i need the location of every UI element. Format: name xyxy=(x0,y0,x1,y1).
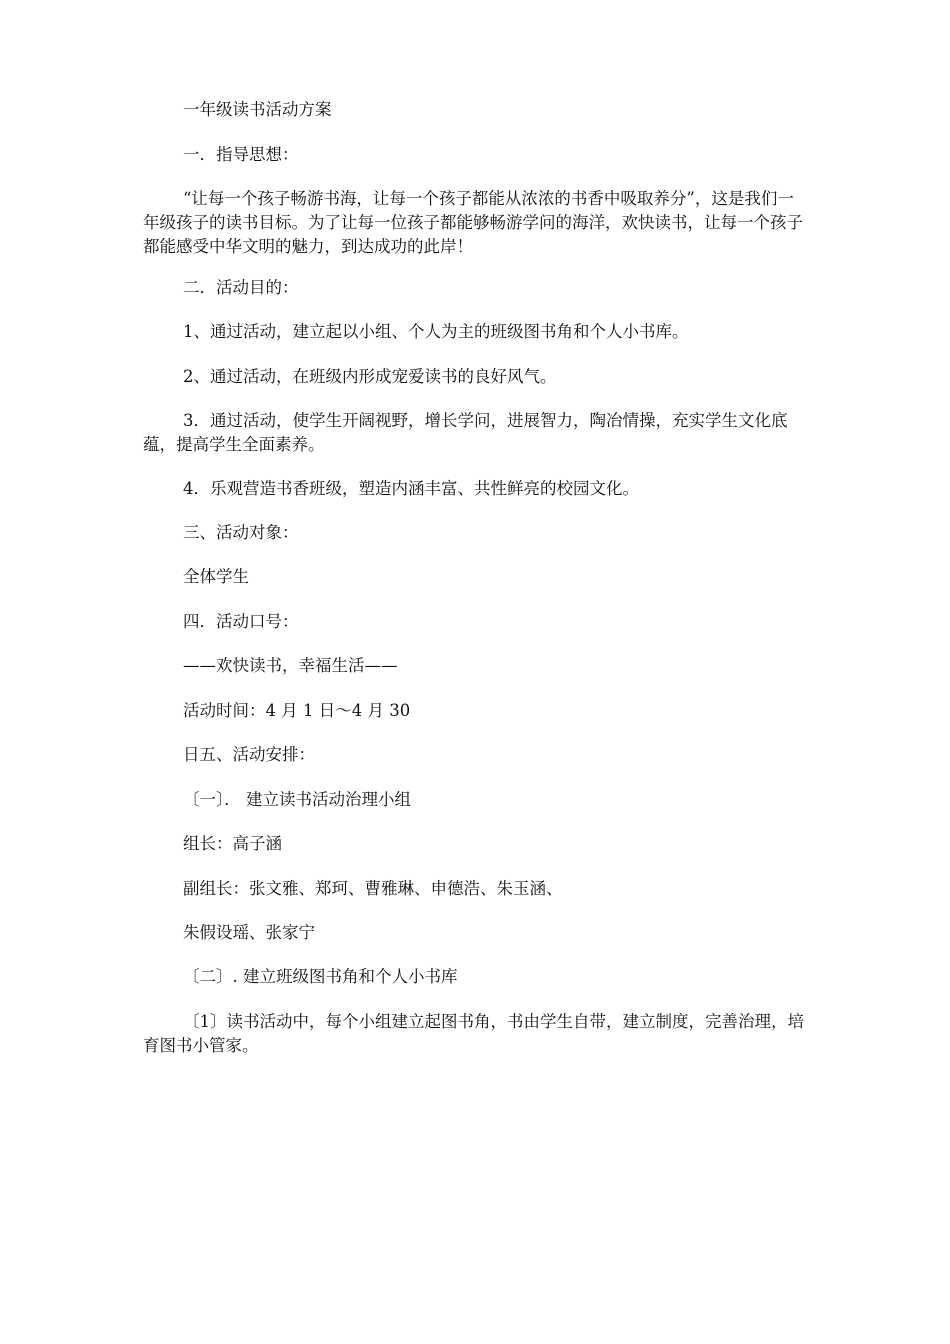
section-heading-guiding-thought: 一．指导思想： xyxy=(183,145,299,164)
arrangement-item-2-heading: 〔二〕. 建立班级图书角和个人小书库 xyxy=(183,967,458,986)
activity-slogan-text: ——欢快读书，幸福生活—— xyxy=(183,656,398,675)
paragraph-guiding-thought: “让每一个孩子畅游书海，让每一个孩子都能从浓浓的书香中吸取养分”，这是我们一年级孩子的读书目标。为了让每一位孩子都能够畅游学问的海洋，欢快读书，让每一个孩子都能感受中华文明的魅力，到达成功的此岸！ xyxy=(143,189,803,256)
section-heading-activity-target: 三、活动对象： xyxy=(183,523,299,542)
deputy-leaders-continued-text: 朱假设瑶、张家宁 xyxy=(183,923,315,942)
section-heading-activity-purpose: 二．活动目的： xyxy=(183,278,299,297)
section-heading-activity-arrangement: 日五、活动安排： xyxy=(183,745,315,764)
arrangement-item-1-heading: 〔一〕． 建立读书活动治理小组 xyxy=(183,790,411,809)
activity-time-text: 活动时间：4 月 1 日～4 月 30 xyxy=(183,701,411,720)
purpose-item-3: 3．通过活动，使学生开阔视野，增长学问，进展智力，陶冶情操，充实学生文化底蕴，提高学生全面素养。 xyxy=(143,411,788,454)
document-title: 一年级读书活动方案 xyxy=(183,100,332,119)
purpose-item-1: 1、通过活动，建立起以小组、个人为主的班级图书角和个人小书库。 xyxy=(183,322,689,341)
activity-target-text: 全体学生 xyxy=(183,567,249,586)
section-heading-activity-slogan: 四．活动口号： xyxy=(183,612,299,631)
deputy-leaders-text: 副组长：张文雅、郑珂、曹雅琳、申德浩、朱玉涵、 xyxy=(183,879,563,898)
book-corner-paragraph: 〔1〕读书活动中，每个小组建立起图书角，书由学生自带，建立制度，完善治理，培育图书小管家。 xyxy=(143,1012,804,1055)
group-leader-text: 组长：高子涵 xyxy=(183,834,282,853)
purpose-item-2: 2、通过活动，在班级内形成宠爱读书的良好风气。 xyxy=(183,367,557,386)
purpose-item-4: 4．乐观营造书香班级，塑造内涵丰富、共性鲜亮的校园文化。 xyxy=(183,479,639,498)
